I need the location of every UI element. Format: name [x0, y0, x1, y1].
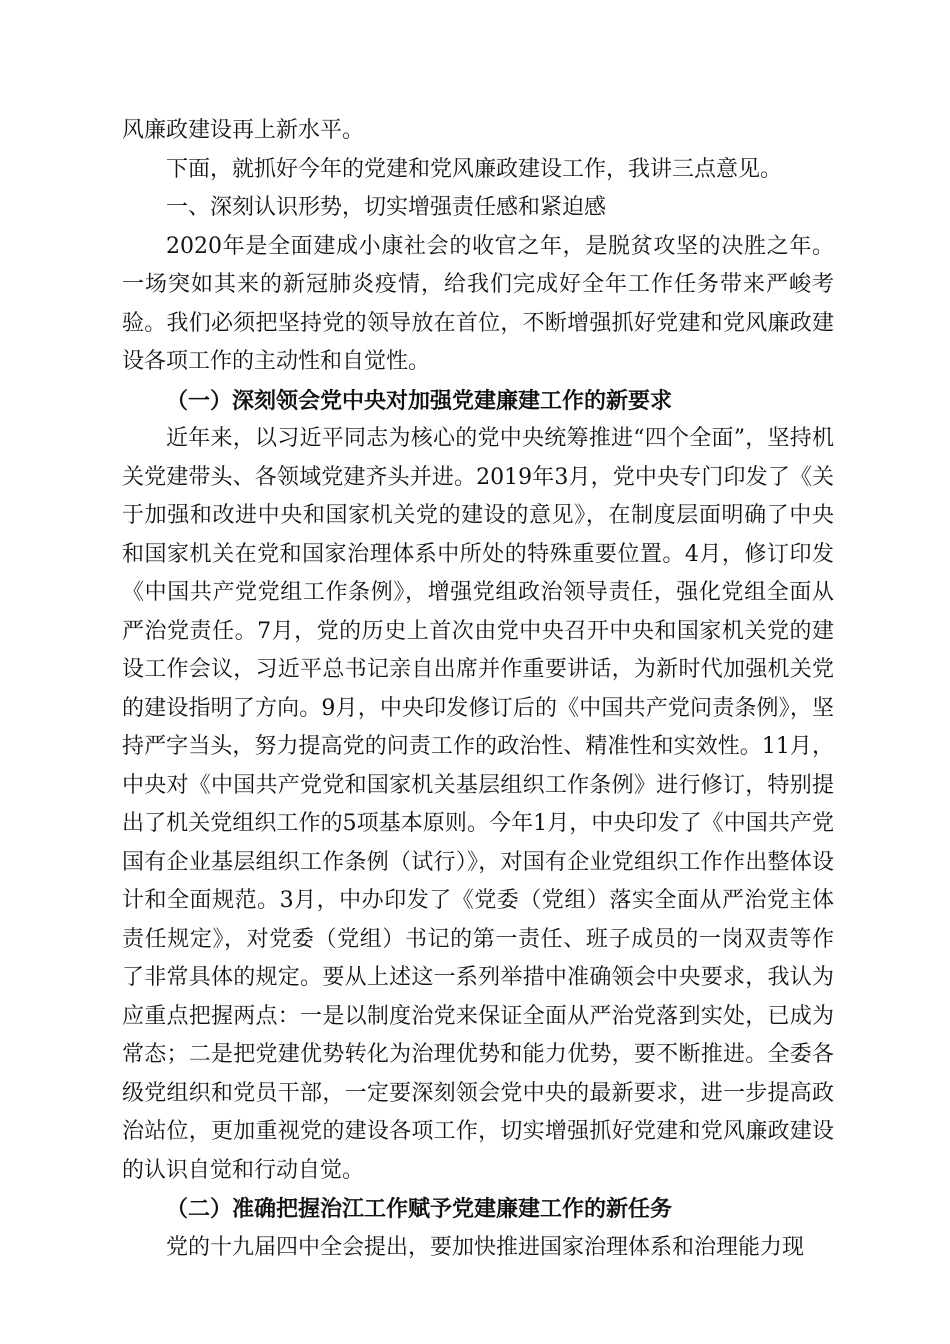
document-body [122, 112, 834, 1267]
subsection-heading: （一）深刻领会党中央对加强党建廉建工作的新要求 [166, 387, 673, 414]
body-paragraph: 党的十九届四中全会提出，要加快推进国家治理体系和治理能力现 [166, 1234, 805, 1260]
body-paragraph: 2020年是全面建成小康社会的收官之年，是脱贫攻坚的决胜之年。一场突如其来的新冠肺炎疫情，给我们完成好全年工作任务带来严峻考验。我们必须把坚持党的领导放在首位，不断增强抓好党建和党风廉政建设各项工作的主动性和自觉性。 [122, 233, 834, 374]
body-paragraph-continued: 风廉政建设再上新水平。 [122, 118, 365, 143]
body-paragraph: 近年来，以习近平同志为核心的党中央统筹推进“四个全面”，坚持机关党建带头、各领域党建齐头并进。2019年3月，党中央专门印发了《关于加强和改进中央和国家机关党的建设的意见》，在制度层面明确了中央和国家机关在党和国家治理体系中所处的特殊重要位置。4月，修订印发《中国共产党党组工作条例》，增强党组政治领导责任，强化党组全面从严治党责任。7月，党的历史上首次由党中央召开中央和国家机关党的建设工作会议，习近平总书记亲自出席并作重要讲话，为新时代加强机关党的建设指明了方向。9月，中央印发修订后的《中国共产党问责条例》，坚持严字当头，努力提高党的问责工作的政治性、精准性和实效性。11月，中央对《中国共产党党和国家机关基层组织工作条例》进行修订，特别提出了机关党组织工作的5项基本原则。今年1月，中央印发了《中国共产党国有企业基层组织工作条例（试行）》，对国有企业党组织工作作出整体设计和全面规范。3月，中办印发了《党委（党组）落实全面从严治党主体责任规定》，对党委（党组）书记的第一责任、班子成员的一岗双责等作了非常具体的规定。要从上述这一系列举措中准确领会中央要求，我认为应重点把握两点：一是以制度治党来保证全面从严治党落到实处，已成为常态；二是把党建优势转化为治理优势和能力优势，要不断推进。全委各级党组织和党员干部，一定要深刻领会党中央的最新要求，进一步提高政治站位，更加重视党的建设各项工作，切实增强抓好党建和党风廉政建设的认识自觉和行动自觉。 [122, 426, 834, 1183]
subsection-heading: （二）准确把握治江工作赋予党建廉建工作的新任务 [166, 1196, 673, 1222]
body-paragraph: 下面，就抓好今年的党建和党风廉政建设工作，我讲三点意见。 [166, 156, 783, 182]
section-heading: 一、深刻认识形势，切实增强责任感和紧迫感 [166, 195, 607, 220]
